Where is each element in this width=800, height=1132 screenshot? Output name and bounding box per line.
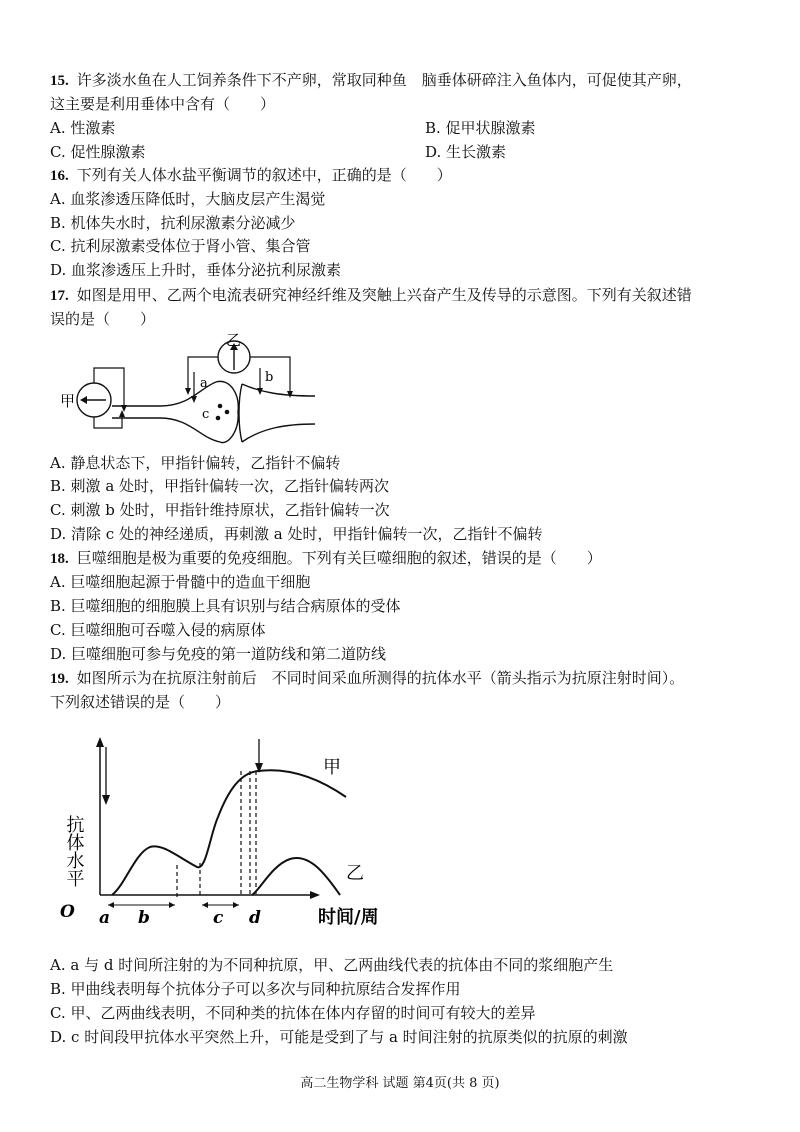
q19-number: 19. xyxy=(50,671,69,687)
interval-b-arrow-right xyxy=(169,902,175,908)
tick-label-c: c xyxy=(213,908,224,928)
q19-option-b: B. 甲曲线表明每个抗体分子可以多次与同种抗原结合发挥作用 xyxy=(50,980,461,998)
meter-yi-label: 乙 xyxy=(226,332,242,349)
q15-option-d: D. 生长激素 xyxy=(425,143,507,161)
q17-option-b: B. 刺激 a 处时，甲指针偏转一次，乙指针偏转两次 xyxy=(50,477,390,495)
x-axis-arrow xyxy=(310,891,320,899)
series-yi-label: 乙 xyxy=(346,863,364,884)
q16-option-d: D. 血浆渗透压上升时，垂体分泌抗利尿激素 xyxy=(50,261,342,279)
q15-option-a: A. 性激素 xyxy=(50,119,116,137)
q17-option-a: A. 静息状态下，甲指针偏转，乙指针不偏转 xyxy=(50,454,341,472)
antibody-level-chart xyxy=(50,725,400,940)
meter-jia-label: 甲 xyxy=(60,392,76,410)
q15-option-b: B. 促甲状腺激素 xyxy=(425,119,536,137)
q16-stem: 16. 下列有关人体水盐平衡调节的叙述中，正确的是（ ） xyxy=(50,166,452,184)
q18-number: 18. xyxy=(50,551,69,567)
series-yi-curve xyxy=(252,858,340,895)
y-axis-label: 抗体水平 xyxy=(63,815,85,887)
y-axis-arrow xyxy=(96,737,104,747)
nerve-synapse-diagram xyxy=(50,332,330,450)
q18-option-c: C. 巨噬细胞可吞噬入侵的病原体 xyxy=(50,621,266,639)
point-b-label: b xyxy=(265,370,274,385)
q18-stem: 18. 巨噬细胞是极为重要的免疫细胞。下列有关巨噬细胞的叙述，错误的是（ ） xyxy=(50,549,602,567)
tick-label-d: d xyxy=(249,908,261,928)
interval-c-arrow-right xyxy=(233,902,239,908)
interval-c-arrow-left xyxy=(202,902,208,908)
tick-label-b: b xyxy=(138,908,150,928)
tick-label-a: a xyxy=(99,908,111,928)
q18-option-d: D. 巨噬细胞可参与免疫的第一道防线和第二道防线 xyxy=(50,645,387,663)
point-c-label: c xyxy=(202,407,210,422)
q17-option-c: C. 刺激 b 处时，甲指针维持原状，乙指针偏转一次 xyxy=(50,501,390,519)
x-axis-label: 时间/周 xyxy=(318,907,379,928)
q15-stem-line2: 这主要是利用垂体中含有（ ） xyxy=(50,95,276,113)
q19-stem-line2: 下列叙述错误的是（ ） xyxy=(50,693,231,711)
q19-option-d: D. c 时间段甲抗体水平突然上升，可能是受到了与 a 时间注射的抗原类似的抗原的刺激 xyxy=(50,1028,628,1046)
q17-number: 17. xyxy=(50,288,69,304)
q15-option-c: C. 促性腺激素 xyxy=(50,143,146,161)
q19-stem-line1: 19. 如图所示为在抗原注射前后 不同时间采血所测得的抗体水平（箭头指示为抗原注射时间）。 xyxy=(50,669,685,687)
q17-option-d: D. 清除 c 处的神经递质，再刺激 a 处时，甲指针偏转一次，乙指针不偏转 xyxy=(50,525,543,543)
q15-stem-line1: 15. 许多淡水鱼在人工饲养条件下不产卵，常取同种鱼 脑垂体研碎注入鱼体内，可促使其产卵， xyxy=(50,71,692,89)
injection-arrow-a-head xyxy=(102,795,110,805)
q18-option-b: B. 巨噬细胞的细胞膜上具有识别与结合病原体的受体 xyxy=(50,597,401,615)
point-a-label: a xyxy=(200,376,208,391)
q19-option-c: C. 甲、乙两曲线表明，不同种类的抗体在体内存留的时间可有较大的差异 xyxy=(50,1004,536,1022)
q18-option-a: A. 巨噬细胞起源于骨髓中的造血干细胞 xyxy=(50,573,311,591)
q17-stem-line2: 误的是（ ） xyxy=(50,310,156,328)
page-footer: 高二生物学科 试题 第4页(共 8 页) xyxy=(300,1076,500,1091)
series-jia-label: 甲 xyxy=(323,757,341,778)
q16-option-a: A. 血浆渗透压降低时，大脑皮层产生渴觉 xyxy=(50,190,326,208)
q17-stem-line1: 17. 如图是用甲、乙两个电流表研究神经纤维及突触上兴奋产生及传导的示意图。下列有关叙述错 xyxy=(50,286,692,304)
q16-option-b: B. 机体失水时，抗利尿激素分泌减少 xyxy=(50,214,296,232)
origin-label: O xyxy=(60,902,75,922)
q16-option-c: C. 抗利尿激素受体位于肾小管、集合管 xyxy=(50,237,311,255)
q15-number: 15. xyxy=(50,73,69,89)
q16-number: 16. xyxy=(50,168,69,184)
q19-option-a: A. a 与 d 时间所注射的为不同种抗原，甲、乙两曲线代表的抗体由不同的浆细胞产生 xyxy=(50,956,614,974)
series-jia-curve xyxy=(112,770,346,895)
